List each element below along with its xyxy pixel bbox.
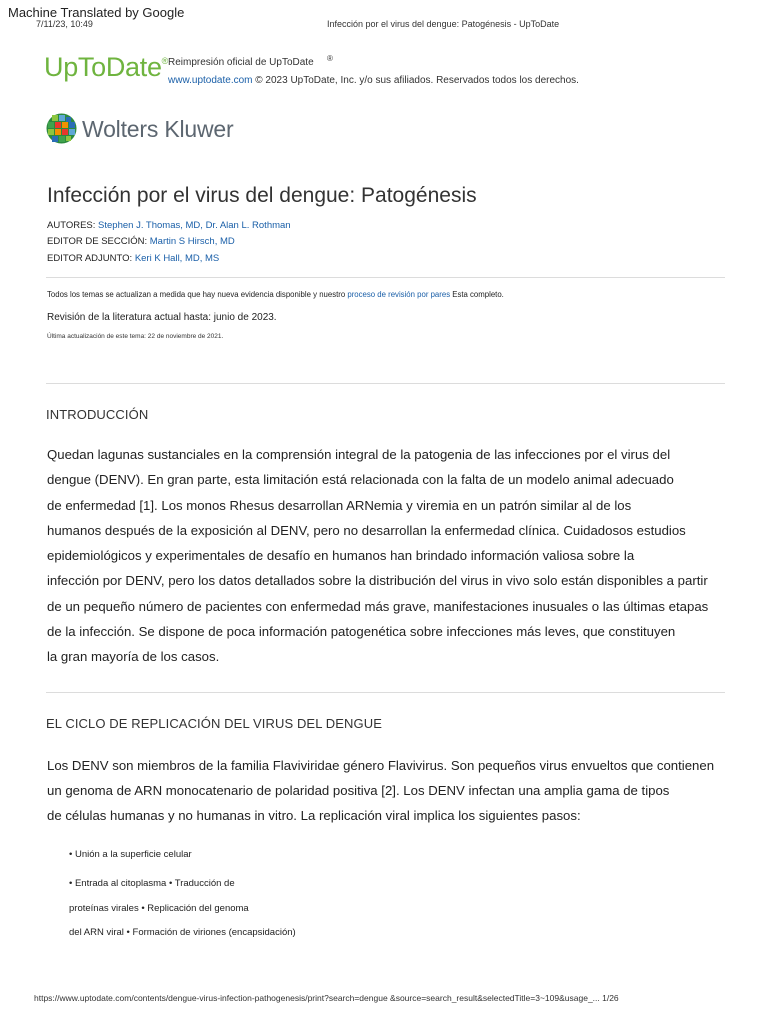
- print-page-title: Infección por el virus del dengue: Patogénesis - UpToDate: [327, 19, 560, 29]
- replication-step-bullet: proteínas virales • Replicación del genoma: [69, 903, 249, 914]
- intro-paragraph-line: de un pequeño número de pacientes con enfermedad más grave, manifestaciones inusuales o las últimas etapas: [47, 599, 709, 614]
- peer-review-link[interactable]: proceso de revisión por pares: [347, 290, 451, 299]
- divider: [46, 692, 725, 693]
- official-reprint-text: Reimpresión oficial de UpToDate: [168, 57, 314, 68]
- update-note: [47, 290, 504, 299]
- uptodate-logo: [44, 52, 168, 83]
- uptodate-site-link[interactable]: www.uptodate.com: [168, 75, 253, 86]
- authors-line: [47, 220, 291, 231]
- deputy-editor-link[interactable]: Keri K Hall, MD, MS: [134, 253, 220, 264]
- wolters-kluwer-logo-icon: [46, 113, 77, 144]
- update-note-suffix: Esta completo.: [450, 290, 504, 299]
- update-note-prefix: Todos los temas se actualizan a medida que hay nueva evidencia disponible y nuestro: [47, 290, 348, 299]
- uptodate-logo-text: UpToDate: [44, 52, 162, 82]
- deputy-editor-line: [47, 253, 219, 264]
- authors-link[interactable]: Stephen J. Thomas, MD, Dr. Alan L. Rothman: [98, 220, 291, 231]
- deputy-editor-label: EDITOR ADJUNTO:: [47, 253, 135, 264]
- replication-step-bullet: • Entrada al citoplasma • Traducción de: [69, 878, 235, 889]
- section-editor-label: EDITOR DE SECCIÓN:: [47, 236, 150, 247]
- replication-paragraph-line: de células humanas y no humanas in vitro. La replicación viral implica los siguientes pasos:: [47, 808, 581, 823]
- replication-step-bullet: • Unión a la superficie celular: [69, 849, 192, 860]
- copyright-line: [168, 75, 579, 86]
- divider: [46, 383, 725, 384]
- uptodate-logo-mark: ®: [161, 56, 169, 66]
- machine-translation-banner: Machine Translated by Google: [8, 5, 185, 20]
- intro-paragraph-line: infección por DENV, pero los datos detallados sobre la distribución del virus in vivo solo están disponibles a partir: [47, 573, 708, 588]
- print-footer-url: https://www.uptodate.com/contents/dengue-virus-infection-pathogenesis/print?search=dengue &source=search_result&selectedTitle=3~109&usage_... 1/26: [34, 993, 619, 1003]
- intro-paragraph-line: la gran mayoría de los casos.: [47, 649, 220, 664]
- section-heading-replication-cycle: EL CICLO DE REPLICACIÓN DEL VIRUS DEL DENGUE: [46, 716, 382, 731]
- authors-label: AUTORES:: [47, 220, 99, 231]
- replication-step-bullet: del ARN viral • Formación de viriones (encapsidación): [69, 927, 296, 938]
- replication-paragraph-line: Los DENV son miembros de la familia Flaviviridae género Flavivirus. Son pequeños virus envueltos que contienen: [47, 758, 715, 773]
- intro-paragraph-line: de la infección. Se dispone de poca información patogenética sobre infecciones más leves, que constituyen: [47, 624, 676, 639]
- literature-review-date: Revisión de la literatura actual hasta: junio de 2023.: [47, 312, 277, 323]
- section-heading-intro: INTRODUCCIÓN: [46, 407, 149, 422]
- section-editor-link[interactable]: Martin S Hirsch, MD: [149, 236, 235, 247]
- registered-mark: ®: [327, 54, 333, 63]
- copyright-text: © 2023 UpToDate, Inc. y/o sus afiliados. Reservados todos los derechos.: [252, 75, 579, 86]
- section-editor-line: [47, 236, 235, 247]
- intro-paragraph-line: Quedan lagunas sustanciales en la comprensión integral de la patogenia de las infecciones por el virus del: [47, 447, 671, 462]
- intro-paragraph-line: epidemiológicos y experimentales de desafío en humanos han brindado información valiosa sobre la: [47, 548, 635, 563]
- article-title: Infección por el virus del dengue: Patogénesis: [47, 184, 477, 207]
- intro-paragraph-line: dengue (DENV). En gran parte, esta limitación está relacionada con la falta de un modelo animal adecuado: [47, 472, 674, 487]
- wolters-kluwer-logo-text: Wolters Kluwer: [82, 116, 234, 142]
- last-updated-date: Última actualización de este tema: 22 de noviembre de 2021.: [47, 333, 224, 340]
- replication-paragraph-line: un genoma de ARN monocatenario de polaridad positiva [2]. Los DENV infectan una amplia gama de tipos: [47, 783, 670, 798]
- intro-paragraph-line: de enfermedad [1]. Los monos Rhesus desarrollan ARNemia y viremia en un patrón similar al de los: [47, 498, 632, 513]
- intro-paragraph-line: humanos después de la exposición al DENV, pero no desarrollan la enfermedad clínica. Cuidadosos estudios: [47, 523, 686, 538]
- print-datetime: 7/11/23, 10:49: [36, 19, 93, 29]
- divider: [46, 277, 725, 278]
